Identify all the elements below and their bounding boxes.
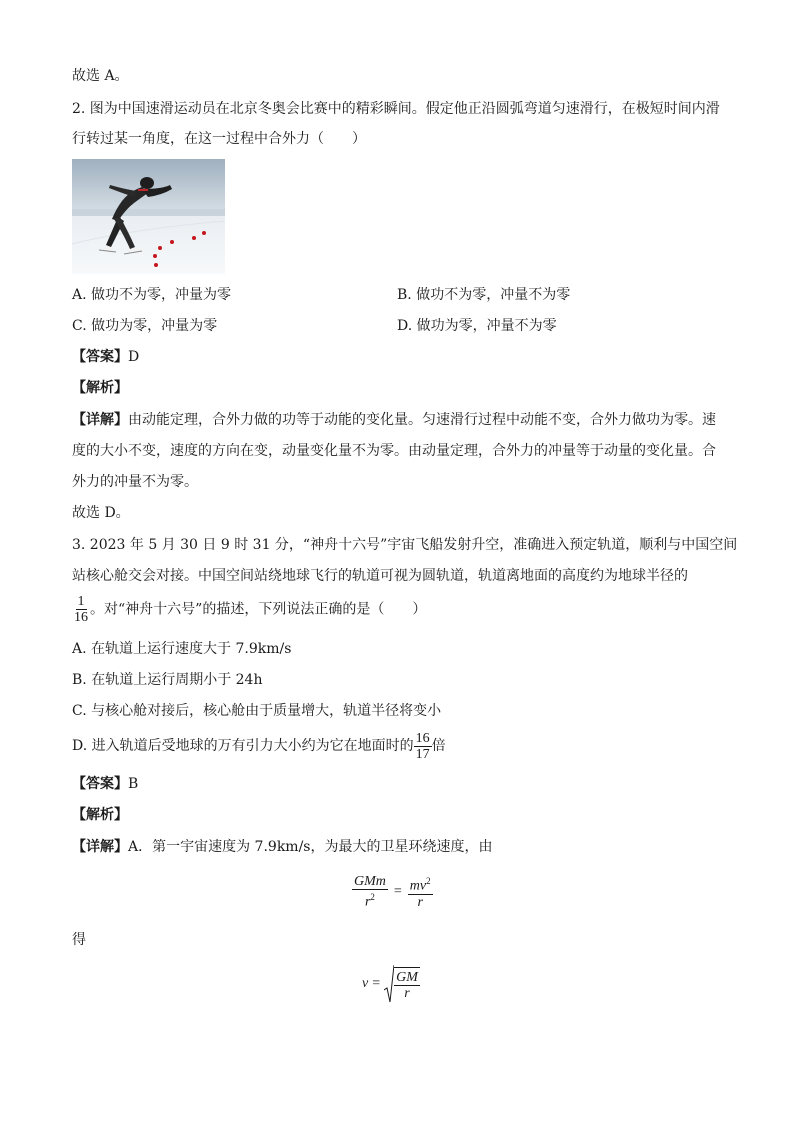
radicand-numerator: GM xyxy=(396,970,418,985)
previous-conclusion: 故选 A。 xyxy=(72,68,129,84)
detail-text: A．第一宇宙速度为 7.9km/s，为最大的卫星环绕速度，由 xyxy=(128,839,493,855)
fraction-denominator: 16 xyxy=(74,610,88,625)
detail-text: 由动能定理，合外力做的功等于动能的变化量。匀速滑行过程中动能不变，合外力做功为零。速 xyxy=(128,412,716,428)
den-exponent: 2 xyxy=(370,892,375,902)
speed-skater-illustration xyxy=(72,159,225,274)
detail-tag: 【详解】 xyxy=(72,839,128,855)
question-2-detail-line2: 度的大小不变，速度的方向在变，动量变化量不为零。由动量定理，合外力的冲量等于动量的变化量。合 xyxy=(72,443,716,459)
fraction-numerator: 16 xyxy=(415,730,430,746)
radicand-fraction xyxy=(394,967,420,1001)
formula-right-numerator xyxy=(408,874,433,895)
question-2-analysis-heading xyxy=(72,378,128,398)
analysis-tag: 【解析】 xyxy=(72,807,128,823)
fraction-numerator: 1 xyxy=(77,594,85,609)
den-base: r xyxy=(364,894,371,910)
detail-tag: 【详解】 xyxy=(72,412,128,428)
question-3-stem-line1: 3. 2023 年 5 月 30 日 9 时 31 分，“神舟十六号”宇宙飞船发射升空，准确进入预定轨道，顺利与中国空间 xyxy=(72,537,738,553)
question-3-option-a: A. 在轨道上运行速度大于 7.9km/s xyxy=(72,641,292,657)
fraction-sixteen-seventeenths xyxy=(414,731,432,762)
question-2-detail-line3: 外力的冲量不为零。 xyxy=(72,474,198,490)
question-2-answer xyxy=(72,347,139,367)
question-3-option-d xyxy=(72,729,446,763)
question-3-analysis-heading xyxy=(72,805,128,825)
question-3-detail-line1 xyxy=(72,837,492,857)
question-2-detail-line1 xyxy=(72,410,716,430)
question-2-stem-line1: 2. 图为中国速滑运动员在北京冬奥会比赛中的精彩瞬间。假定他正沿圆弧弯道匀速滑行，在极短时间内滑 xyxy=(72,101,720,117)
question-2-stem-line2: 行转过某一角度，在这一过程中合外力（ ） xyxy=(72,131,366,147)
formula-lhs: v xyxy=(362,976,369,991)
question-3-option-c: C. 与核心舱对接后，核心舱由于质量增大，轨道半径将变小 xyxy=(72,703,442,719)
radical-sign-icon xyxy=(384,964,394,1004)
question-2-conclusion: 故选 D。 xyxy=(72,505,130,521)
question-2-option-a: A. 做功不为零，冲量为零 xyxy=(72,287,232,303)
formula-equals: = xyxy=(372,976,381,991)
num-exponent: 2 xyxy=(426,876,431,886)
formula-left-fraction xyxy=(352,874,388,910)
question-2-option-b: B. 做功不为零，冲量不为零 xyxy=(397,287,571,303)
formula-orbital-velocity xyxy=(362,964,420,1004)
speed-skater-photo xyxy=(72,159,225,274)
question-2-option-c: C. 做功为零，冲量为零 xyxy=(72,318,218,334)
fraction-one-sixteenth xyxy=(72,594,90,625)
question-3-stem-line3 xyxy=(72,594,426,625)
fraction-denominator: 17 xyxy=(415,746,430,762)
answer-value: D xyxy=(128,349,140,365)
formula-equals: = xyxy=(393,883,402,899)
formula-gravity-centripetal xyxy=(352,874,433,910)
formula-left-denominator xyxy=(363,890,377,910)
answer-tag: 【答案】 xyxy=(72,349,128,365)
answer-tag: 【答案】 xyxy=(72,776,128,792)
question-2-option-d: D. 做功为零，冲量不为零 xyxy=(397,318,557,334)
question-3-answer xyxy=(72,774,138,794)
formula-left-numerator: GMm xyxy=(354,874,386,889)
num-base: mv xyxy=(409,878,427,894)
formula-right-fraction xyxy=(408,874,433,910)
question-3-option-b: B. 在轨道上运行周期小于 24h xyxy=(72,672,263,688)
option-d-suffix: 倍 xyxy=(431,738,446,754)
stem-line3-text: 。对“神舟十六号”的描述，下列说法正确的是（ ） xyxy=(90,601,427,618)
therefore-text: 得 xyxy=(72,932,86,948)
question-3-stem-line2: 站核心舱交会对接。中国空间站绕地球飞行的轨道可视为圆轨道，轨道离地面的高度约为地球半径的 xyxy=(72,568,688,584)
formula-right-denominator: r xyxy=(417,894,423,910)
square-root xyxy=(384,964,420,1004)
option-d-text: D. 进入轨道后受地球的万有引力大小约为它在地面时的 xyxy=(72,738,414,754)
answer-value: B xyxy=(128,776,139,792)
analysis-tag: 【解析】 xyxy=(72,380,128,396)
radicand-denominator: r xyxy=(404,986,410,1001)
